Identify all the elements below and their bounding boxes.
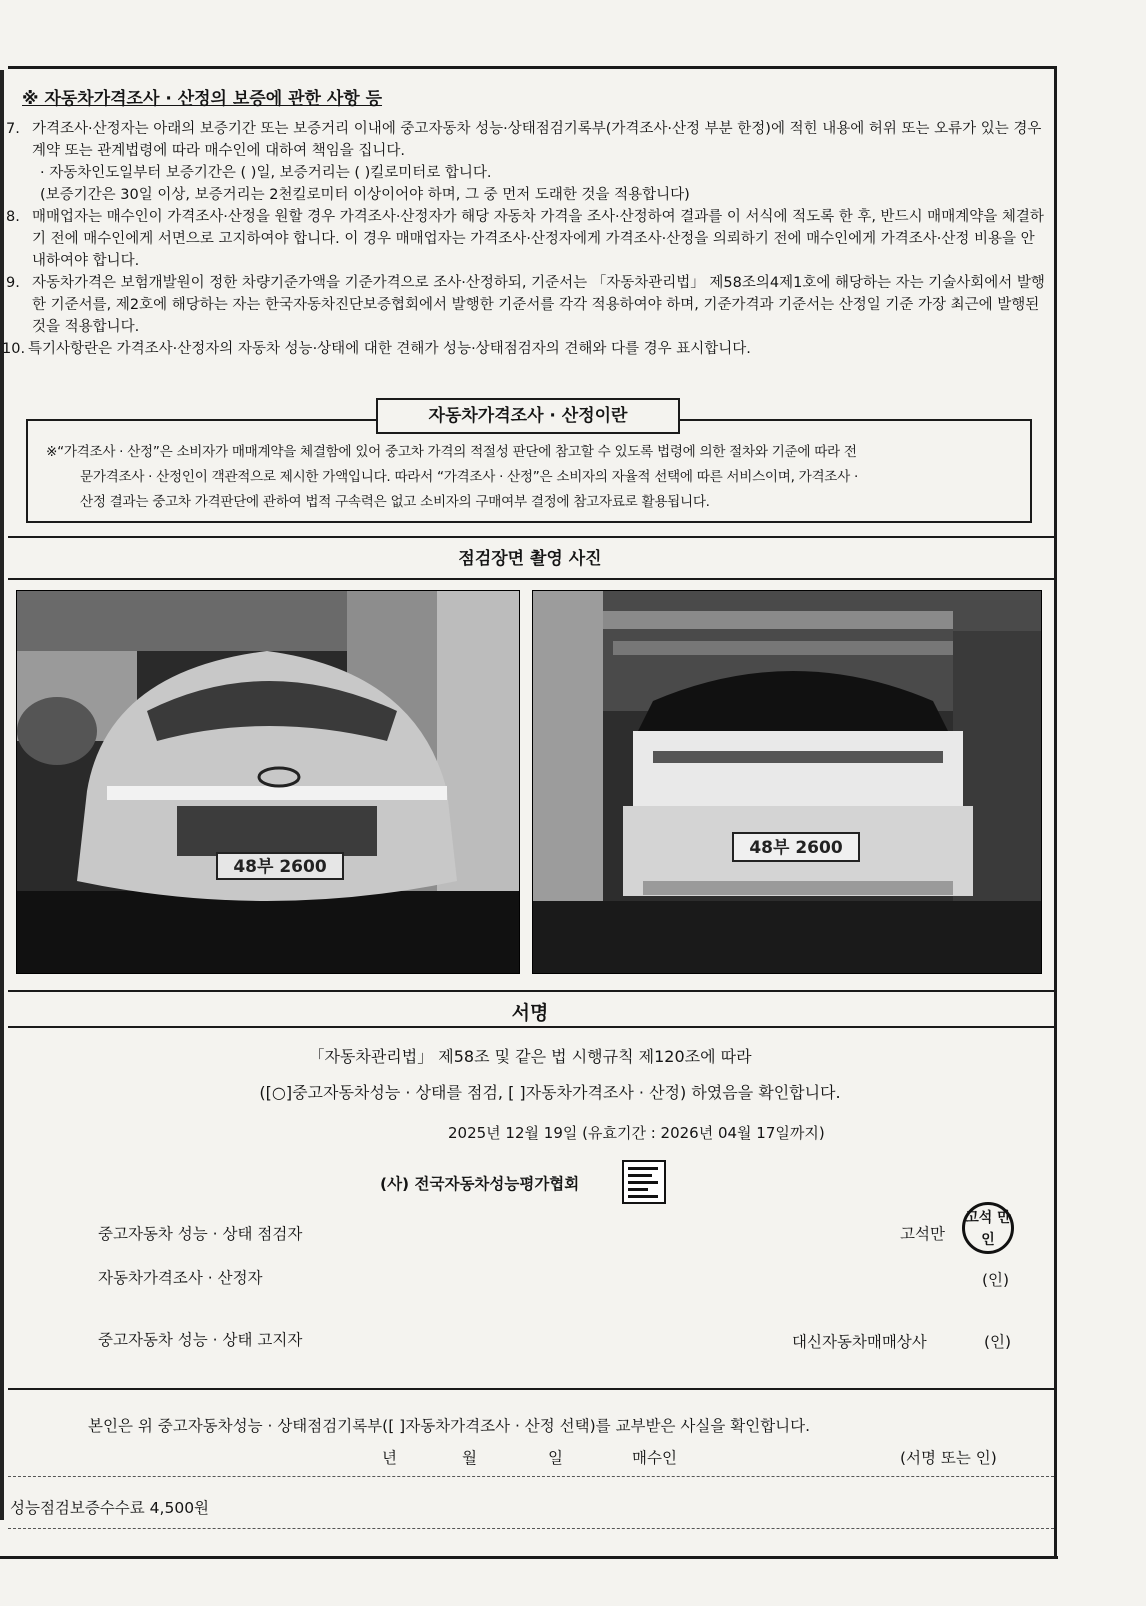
law-reference: 「자동차관리법」 제58조 및 같은 법 시행규칙 제120조에 따라	[308, 1047, 752, 1066]
divider	[8, 990, 1054, 992]
rear-car-photo	[532, 590, 1042, 974]
notifier-label: 중고자동차 성능 · 상태 고지자	[98, 1331, 303, 1349]
divider	[8, 1026, 1054, 1028]
inspector-label: 중고자동차 성능 · 상태 점검자	[98, 1225, 303, 1243]
notes-list	[2, 118, 1046, 360]
note-7-sub2: (보증기간은 30일 이상, 보증거리는 2천킬로미터 이상이어야 하며, 그 중 먼저 도래한 것을 적용합니다)	[40, 187, 690, 203]
appraiser-stamp: (인)	[982, 1271, 1010, 1289]
buyer-label: 매수인	[632, 1449, 677, 1467]
association-name: (사) 전국자동차성능평가협회	[380, 1175, 580, 1193]
divider	[8, 1388, 1054, 1390]
notifier-name: 대신자동차매매상사	[792, 1333, 927, 1351]
divider	[8, 578, 1054, 580]
front-car-photo	[16, 590, 520, 974]
left-border	[0, 70, 4, 1520]
note-7-sub1: · 자동차인도일부터 보증기간은 ( )일, 보증거리는 ( )킬로미터로 합니다.	[40, 165, 492, 181]
inspector-name: 고석만	[900, 1225, 945, 1243]
year-label: 년	[382, 1449, 397, 1467]
note-7: 7. 가격조사·산정자는 아래의 보증기간 또는 보증거리 이내에 중고자동차 성능·상태점검기록부(가격조사·산정 부분 한정)에 적힌 내용에 허위 또는 오류가 있는 경우 계약 또는 관계법령에 따라 매수인에 대하여 책임을 집니다.	[6, 121, 1042, 159]
section-heading: ※ 자동차가격조사 · 산정의 보증에 관한 사항 등	[22, 89, 383, 109]
definition-line: 산정 결과는 중고차 가격판단에 관하여 법적 구속력은 없고 소비자의 구매여부 결정에 참고자료로 활용됩니다.	[80, 494, 710, 510]
photos-title: 점검장면 촬영 사진	[458, 549, 602, 569]
dashed-divider	[8, 1476, 1054, 1477]
appraiser-label: 자동차가격조사 · 산정자	[98, 1269, 263, 1287]
confirmation-statement: ([○]중고자동차성능 · 상태를 점검, [ ]자동차가격조사 · 산정) 하였음을 확인합니다.	[259, 1083, 841, 1102]
issue-date: 2025년 12월 19일 (유효기간 : 2026년 04월 17일까지)	[448, 1124, 825, 1142]
association-seal-qr	[622, 1160, 666, 1204]
buyer-signature-field: (서명 또는 인)	[900, 1449, 997, 1467]
definition-text	[46, 440, 1018, 515]
note-10: 10. 특기사항란은 가격조사·산정자의 자동차 성능·상태에 대한 견해가 성능·상태점검자의 견해와 다를 경우 표시합니다.	[2, 341, 751, 357]
note-9: 9. 자동차가격은 보험개발원이 정한 차량기준가액을 기준가격으로 조사·산정하되, 기준서는 「자동차관리법」 제58조의4제1호에 해당하는 자는 기술사회에서 발행한 기준서를, 제2호에 해당하는 자는 한국자동차진단보증협회에서 발행한 기준서를 각각 적용하여야 하며, 기준가격과 기준서는 산정일 기준 가장 최근에 발행된 것을 적용합니다.	[6, 275, 1045, 335]
inspector-seal: 고석 만인	[962, 1202, 1014, 1254]
definition-line: ※“가격조사 · 산정”은 소비자가 매매계약을 체결함에 있어 중고차 가격의 적절성 판단에 참고할 수 있도록 법령에 의한 절차와 기준에 따라 전	[46, 444, 857, 460]
note-8: 8. 매매업자는 매수인이 가격조사·산정을 원할 경우 가격조사·산정자가 해당 자동차 가격을 조사·산정하여 결과를 이 서식에 적도록 한 후, 반드시 매매계약을 체결하기 전에 매수인에게 서면으로 고지하여야 합니다. 이 경우 매매업자는 가격조사·산정자에게 가격조사·산정을 의뢰하기 전에 매수인에게 가격조사·산정 비용을 안내하여야 합니다.	[6, 209, 1044, 269]
month-label: 월	[462, 1449, 477, 1467]
rear-plate-text: 48부 2600	[749, 838, 843, 858]
form-frame-bottom	[0, 1556, 1058, 1559]
definition-line: 문가격조사 · 산정인이 객관적으로 제시한 가액입니다. 따라서 “가격조사 · 산정”은 소비자의 자율적 선택에 따른 서비스이며, 가격조사 ·	[80, 469, 858, 485]
inspection-fee: 성능점검보증수수료 4,500원	[10, 1499, 210, 1517]
front-plate-text: 48부 2600	[233, 857, 327, 877]
dashed-divider	[8, 1528, 1054, 1529]
notifier-stamp: (인)	[984, 1333, 1012, 1351]
definition-title: 자동차가격조사 · 산정이란	[376, 398, 680, 434]
receipt-statement: 본인은 위 중고자동차성능 · 상태점검기록부([ ]자동차가격조사 · 산정 선택)를 교부받은 사실을 확인합니다.	[88, 1417, 811, 1435]
divider	[8, 536, 1054, 538]
day-label: 일	[548, 1449, 563, 1467]
signature-title: 서명	[511, 1002, 549, 1024]
